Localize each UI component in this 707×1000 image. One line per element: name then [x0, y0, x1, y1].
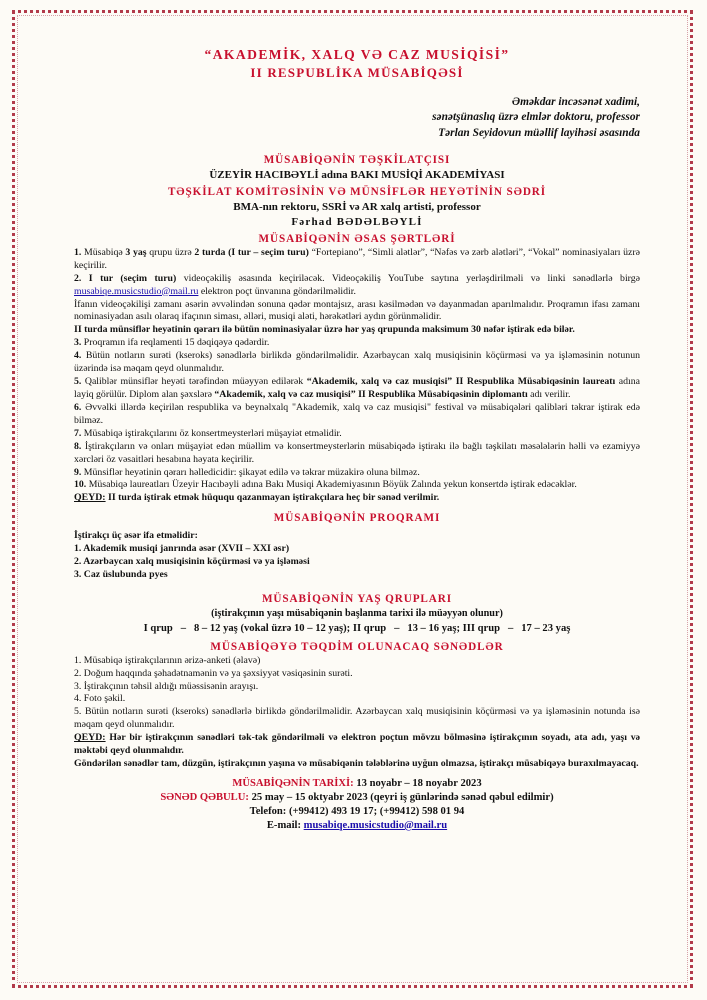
document-item: 5. Bütün notların surəti (kseroks) sənədlərlə birlikdə göndərilməlidir. Azərbaycan xalq musiqisinin köçürməsi və ya işləməsinin notunda isə məqam qeyd olunmalıdır.	[74, 706, 640, 731]
rule-2-email-link[interactable]: musabiqe.musicstudio@mail.ru	[74, 285, 199, 297]
rule-2-video: İfanın videoçəkilişi zamanı əsərin əvvəlindən sonuna qədər montajsız, arası kəsilmədən və dayanmadan aparılmalıdır. Proqramın ifası zamanı nominasiyadan asılı olaraq ifaçının siması, əlləri, musiqi aləti, hərəkətləri aydın görünməlidir.	[74, 298, 640, 323]
rule-9: 9. Münsiflər heyətinin qərarı həlledicidir: şikayət edilə və təkrar müzakirə oluna bilməz.	[74, 466, 420, 478]
age-groups-note: (iştirakçının yaşı müsabiqənin başlanma tarixi ilə müəyyən olunur)	[211, 607, 503, 619]
chair-heading: TƏŞKİLAT KOMİTƏSİNİN VƏ MÜNSİFLƏR HEYƏTİNİN SƏDRİ	[167, 186, 547, 199]
document-item: 1. Müsabiqə iştirakçılarının ərizə-anketi (əlavə)	[74, 654, 261, 666]
program-item: 3. Caz üslubunda pyes	[74, 568, 168, 580]
documents-final: Göndərilən sənədlər tam, düzgün, iştirakçının yaşına və müsabiqənin tələblərinə uyğun olmazsa, iştirakçı müsabiqəyə buraxılmayacaq.	[74, 758, 639, 770]
chair-name: Fərhad BƏDƏLBƏYLİ	[291, 215, 423, 228]
organizer-name: ÜZEYİR HACIBƏYLİ adına BAKI MUSİQİ AKADEMİYASI	[209, 168, 505, 181]
title-line-1: “AKADEMİK, XALQ VƏ CAZ MUSİQİSİ”	[204, 47, 510, 62]
rule-2-round-two: II turda münsiflər heyətinin qərarı ilə bütün nominasiyalar üzrə hər yaş qrupunda maksimum 30 nəfər iştirak edə bilər.	[74, 324, 575, 336]
contact-phone: Telefon: (+99412) 493 19 17; (+99412) 598 01 94	[249, 805, 465, 817]
rules-heading: MÜSABİQƏNİN ƏSAS ŞƏRTLƏRİ	[258, 233, 456, 246]
documents-note: QEYD: Hər bir iştirakçının sənədləri tək-tək göndərilməli və elektron poçtun mövzu bölməsinə iştirakçının soyadı, ata adı, yaşı və məktəbi qeyd olunmalıdır.	[74, 732, 640, 757]
rule-6: 6. Əvvəlki illərdə keçirilən respublika və beynəlxalq "Akademik, xalq və caz musiqisi" festival və müsabiqələri qalibləri təkrar iştirak edə bilməz.	[74, 401, 640, 426]
rule-1: 1. Müsabiqə 3 yaş qrupu üzrə 2 turda (I tur – seçim turu) “Fortepiano”, “Simli alətlər”, “Nəfəs və zərb alətləri”, “Vokal” nominasiyaları üzrə keçirilir.	[74, 246, 640, 271]
documents-acceptance-date: SƏNƏD QƏBULU: 25 may – 15 oktyabr 2023 (qeyri iş günlərində sənəd qəbul edilmir)	[160, 791, 554, 803]
rule-4: 4. Bütün notların surəti (kseroks) sənədlərlə birlikdə göndərilməlidir. Azərbaycan xalq musiqisinin köçürməsi və ya işləməsinin notunun üzərində isə məqam qeyd olunmalıdır.	[74, 350, 640, 375]
rule-7: 7. Müsabiqə iştirakçılarını öz konsertmeysterləri müşayiət etməlidir.	[74, 427, 342, 439]
program-heading: MÜSABİQƏNİN PROQRAMI	[273, 512, 441, 525]
title-line-2: II RESPUBLİKA MÜSABİQƏSİ	[250, 64, 464, 80]
rule-10: 10. Müsabiqə laureatları Üzeyir Hacıbəyli adına Bakı Musiqi Akademiyasının Böyük Zalında yekun konsertdə iştirak edəcəklər.	[74, 479, 577, 491]
author-line-1: Əməkdar incəsənət xadimi,	[511, 96, 640, 109]
author-block	[74, 95, 640, 141]
program-item: 1. Akademik musiqi janrında əsər (XVII – XXI əsr)	[74, 542, 290, 554]
author-line-3: Tərlan Seyidovun müəllif layihəsi əsasında	[438, 126, 640, 139]
rule-3: 3. Proqramın ifa reqlamenti 15 dəqiqəyə qədərdir.	[74, 337, 270, 349]
organizer-heading: MÜSABİQƏNİN TƏŞKİLATÇISI	[263, 153, 451, 166]
contact-email: E-mail: musabiqe.musicstudio@mail.ru	[266, 819, 448, 831]
poster-content	[74, 36, 640, 833]
competition-date: MÜSABİQƏNİN TARİXİ: 13 noyabr – 18 noyabr 2023	[232, 778, 482, 790]
rules-note: QEYD: II turda iştirak etmək hüququ qazanmayan iştirakçılara heç bir sənəd verilmir.	[74, 492, 440, 504]
chair-line-1: BMA-nın rektoru, SSRİ və AR xalq artisti, professor	[233, 201, 481, 214]
document-item: 3. İştirakçının təhsil aldığı müəssisənin arayışı.	[74, 680, 259, 692]
document-item: 4. Foto şəkil.	[74, 693, 126, 705]
documents-heading: MÜSABİQƏYƏ TƏQDİM OLUNACAQ SƏNƏDLƏR	[210, 640, 504, 653]
rule-2: 2. I tur (seçim turu) videoçəkiliş əsasında keçiriləcək. Videoçəkiliş YouTube saytına yerləşdirilməli və linki sənədlərlə birgə musabiqe.musicstudio@mail.ru elektron poçt ünvanına göndərilməlidir.	[74, 272, 641, 297]
age-groups-row: I qrup – 8 – 12 yaş (vokal üzrə 10 – 12 yaş); II qrup – 13 – 16 yaş; III qrup – 17 – 23 yaş	[143, 622, 571, 634]
program-item: 2. Azərbaycan xalq musiqisinin köçürməsi və ya işləməsi	[74, 555, 310, 567]
rule-5: 5. Qaliblər münsiflər heyəti tərəfindən müəyyən edilərək “Akademik, xalq və caz musiqisi” II Respublika Müsabiqəsinin laureatı adına layiq görülür. Diplom alan şəxslərə “Akademik, xalq və caz musiqisi” II Respublika Müsabiqəsinin diplomantı adı verilir.	[74, 376, 640, 400]
document-item: 2. Doğum haqqında şəhadətnamənin və ya şəxsiyyət vəsiqəsinin surəti.	[74, 667, 353, 679]
contact-email-link[interactable]: musabiqe.musicstudio@mail.ru	[303, 819, 448, 831]
program-intro: İştirakçı üç əsər ifa etməlidir:	[74, 530, 198, 542]
rule-8: 8. İştirakçıların və onları müşayiət edən müəllim və konsertmeysterlərin müsabiqədə iştirakı ilə bağlı təşkilatı məsələlərin həlli və ezamiyyə xərcləri öz vəsaitləri hesabına həyata keçirilir.	[74, 440, 640, 465]
author-line-2: sənətşünaslıq üzrə elmlər doktoru, professor	[432, 111, 640, 124]
age-groups-heading: MÜSABİQƏNİN YAŞ QRUPLARI	[261, 592, 453, 605]
